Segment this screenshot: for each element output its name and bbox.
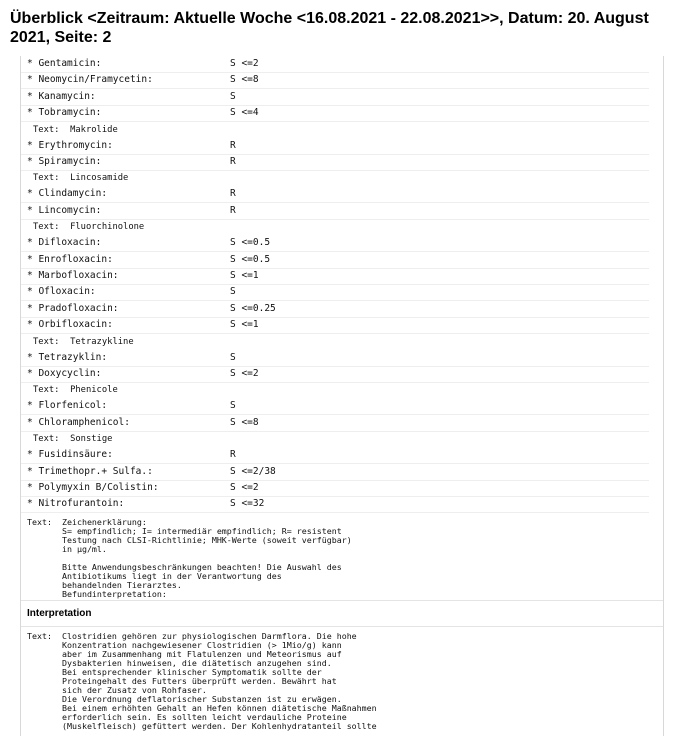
- antibiotic-name: * Gentamicin:: [27, 58, 102, 69]
- susceptibility-value: S <=2: [230, 58, 259, 69]
- susceptibility-value: R: [230, 449, 236, 461]
- antibiotic-name: * Marbofloxacin:: [27, 270, 119, 281]
- susceptibility-value: S: [230, 90, 236, 102]
- susceptibility-value: S <=1: [230, 319, 259, 331]
- susceptibility-value: R: [230, 156, 236, 167]
- susceptibility-value: S: [230, 400, 236, 412]
- susceptibility-value: S: [230, 286, 236, 298]
- susceptibility-value: R: [230, 139, 236, 151]
- susceptibility-value: S <=1: [230, 270, 259, 281]
- group-label: Text: Tetrazykline: [33, 336, 134, 347]
- antibiotic-name: * Tetrazyklin:: [27, 351, 108, 363]
- susceptibility-value: S <=0.5: [230, 237, 271, 249]
- susceptibility-value: S <=0.5: [230, 253, 271, 265]
- group-label: Text: Sonstige: [33, 434, 113, 445]
- antibiotic-name: * Trimethopr.+ Sulfa.:: [27, 465, 153, 477]
- page-title: Überblick <Zeitraum: Aktuelle Woche <16.08.2021 - 22.08.2021>>, Datum: 20. August 2021, Seite: 2: [10, 10, 649, 46]
- antibiotic-name: * Florfenicol:: [27, 400, 108, 412]
- interpretation-heading: Interpretation: [27, 608, 92, 619]
- antibiotic-name: * Clindamycin:: [27, 188, 108, 200]
- antibiotic-name: * Orbifloxacin:: [27, 319, 113, 331]
- report-panel: [20, 56, 664, 736]
- section-divider: [21, 600, 663, 601]
- susceptibility-value: S <=8: [230, 74, 259, 86]
- antibiotic-name: * Lincomycin:: [27, 204, 102, 216]
- antibiotic-name: * Enrofloxacin:: [27, 253, 113, 265]
- antibiotic-name: * Neomycin/Framycetin:: [27, 74, 153, 86]
- antibiotic-name: * Fusidinsäure:: [27, 449, 113, 461]
- antibiotic-name: * Chloramphenicol:: [27, 416, 130, 428]
- section-divider: [21, 626, 663, 627]
- antibiotic-name: * Nitrofurantoin:: [27, 498, 125, 510]
- susceptibility-value: S <=4: [230, 107, 259, 119]
- antibiotic-name: * Erythromycin:: [27, 139, 113, 151]
- group-label: Text: Fluorchinolone: [33, 222, 145, 233]
- antibiotic-name: * Tobramycin:: [27, 107, 102, 119]
- susceptibility-value: S <=8: [230, 416, 259, 428]
- interpretation-text: Text: Clostridien gehören zur physiologischen Darmflora. Die hohe Konzentration nachgewiesener Clostridien (> 1Mio/g) kann aber im Zusammenhang mit Flatulenzen und Meteorismus auf Dysbakterien hinweisen, die diätetisch anzugehen sind. Bei entsprechender klinischer Symptomatik sollte der Proteingehalt des Futters überprüft werden. Bewährt hat sich der Zusatz von Rohfaser. Die Verordnung deflatorischer Substanzen ist zu erwägen. Bei einem erhöhten Gehalt an Hefen können diätetische Maßnahmen erforderlich sein. Es sollten leicht verdauliche Proteine (Muskelfleisch) gefüttert werden. Der Kohlenhydratanteil sollte: [27, 631, 377, 731]
- antibiotic-name: * Ofloxacin:: [27, 286, 96, 298]
- group-label: Text: Phenicole: [33, 385, 118, 396]
- group-label: Text: Makrolide: [33, 124, 118, 135]
- group-label: Text: Lincosamide: [33, 173, 129, 184]
- susceptibility-value: S <=2: [230, 368, 259, 379]
- antibiotic-name: * Difloxacin:: [27, 237, 102, 249]
- susceptibility-value: S <=2/38: [230, 465, 276, 477]
- susceptibility-value: R: [230, 188, 236, 200]
- antibiotic-name: * Doxycyclin:: [27, 368, 102, 379]
- legend-text: Text: Zeichenerklärung: S= empfindlich; I= intermediär empfindlich; R= resistent Testung nach CLSI-Richtlinie; MHK-Werte (soweit verfügbar) in µg/ml. Bitte Anwendungsbeschränkungen beachten! Die Auswahl des Antibiotikums liegt in der Verantwortung des behandelnden Tierarztes. Befundinterpretation:: [27, 517, 352, 599]
- susceptibility-value: S: [230, 351, 236, 363]
- susceptibility-value: S <=2: [230, 482, 259, 493]
- antibiotic-name: * Kanamycin:: [27, 90, 96, 102]
- susceptibility-value: R: [230, 204, 236, 216]
- antibiotic-name: * Spiramycin:: [27, 156, 102, 167]
- antibiotic-name: * Polymyxin B/Colistin:: [27, 482, 159, 493]
- susceptibility-value: S <=0.25: [230, 302, 276, 314]
- antibiotic-name: * Pradofloxacin:: [27, 302, 119, 314]
- susceptibility-value: S <=32: [230, 498, 265, 510]
